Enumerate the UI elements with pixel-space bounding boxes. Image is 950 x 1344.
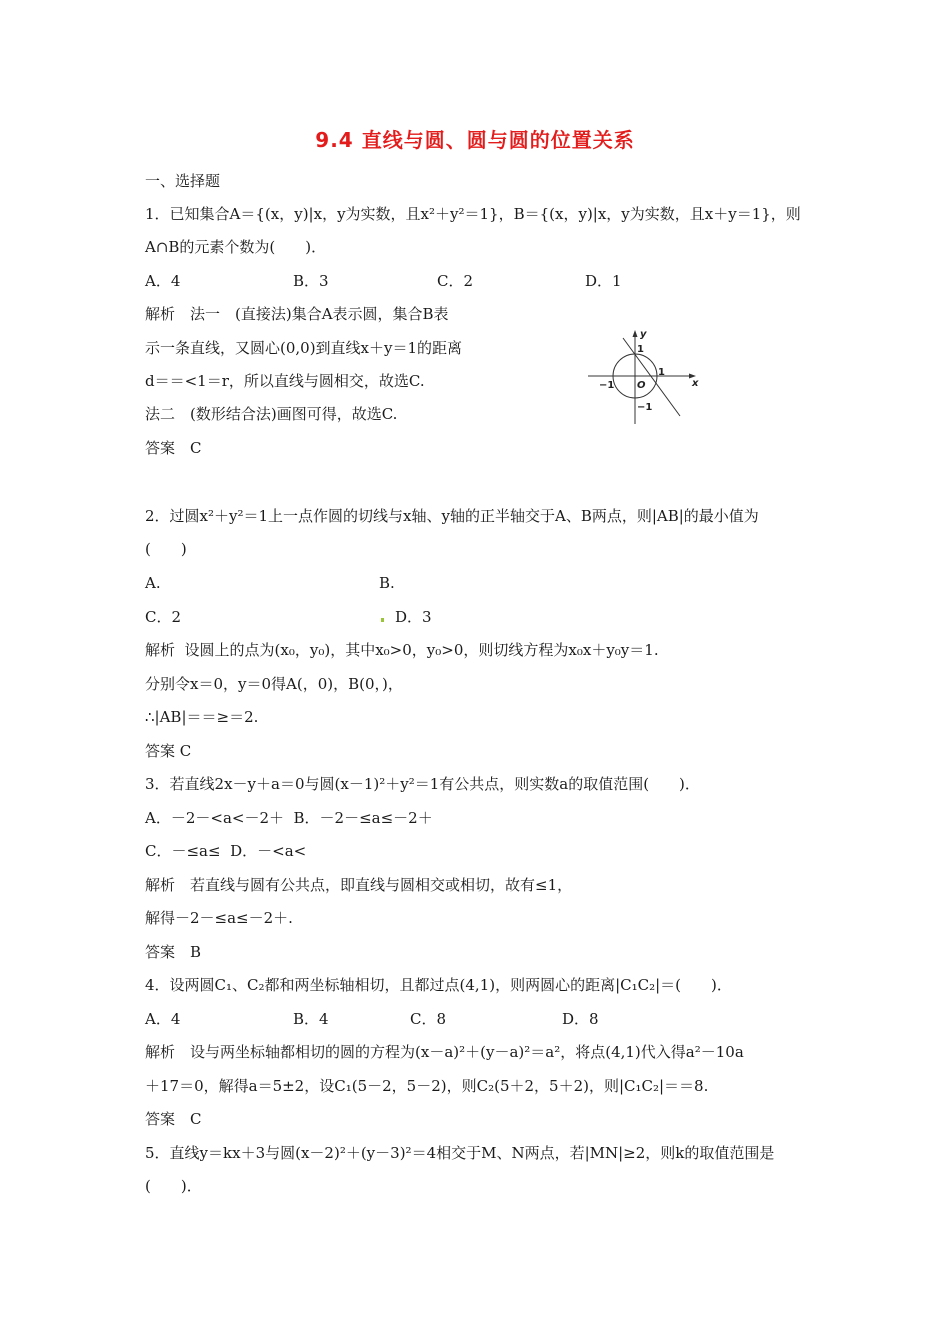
q4-option-b: B．4 [293,1010,329,1028]
origin-label: O [637,380,646,391]
q1-stem-line1: 1．已知集合A＝{(x，y)|x，y为实数，且x²＋y²＝1}，B＝{(x，y)|x，y为实数，且x＋y＝1}，则 [145,205,801,223]
q3-options-ab: A．－2－<a<－2＋ B．－2－≤a≤－2＋ [145,809,433,827]
q2-answer: 答案 C [145,742,192,760]
page-title: 9.4 直线与圆、圆与圆的位置关系 [315,128,635,152]
q4-stem: 4．设两圆C₁、C₂都和两坐标轴相切，且都过点(4,1)，则两圆心的距离|C₁C₂|＝( )． [145,976,732,994]
q3-solution-line1: 解析 若直线与圆有公共点，即直线与圆相交或相切，故有≤1， [145,876,573,894]
q4-solution-line2: ＋17＝0，解得a＝5±2，设C₁(5－2，5－2)，则C₂(5＋2，5＋2)，则|C₁C₂|＝＝8. [145,1077,709,1095]
q2-solution-line1: 解析 设圆上的点为(x₀，y₀)，其中x₀>0，y₀>0，则切线方程为x₀x＋y₀y＝1. [145,641,659,659]
q1-solution-line1: 解析 法一 (直接法)集合A表示圆，集合B表 [145,305,449,323]
q1-option-b: B．3 [293,272,329,290]
coordinate-plot [588,326,714,426]
q4-option-d: D．8 [562,1010,599,1028]
q1-option-d: D．1 [585,272,622,290]
section-heading: 一、选择题 [145,172,221,190]
tick-label-x-1: 1 [658,367,665,378]
q1-solution-line3: d＝＝<1＝r，所以直线与圆相交，故选C. [145,372,425,390]
y-axis-arrow-icon [633,330,638,337]
tick-label-y-1: 1 [637,344,644,355]
q4-option-a: A．4 [145,1010,181,1028]
q1-solution-line4: 法二 (数形结合法)画图可得，故选C. [145,405,398,423]
q3-options-cd: C．－≤a≤ D．－<a< [145,842,307,860]
circle-line-figure [588,326,714,426]
q4-solution-line1: 解析 设与两坐标轴都相切的圆的方程为(x－a)²＋(y－a)²＝a²，将点(4,1)代入得a²－10a [145,1043,744,1061]
q1-stem-line2: A∩B的元素个数为( )． [145,238,327,256]
q2-stem-line1: 2．过圆x²＋y²＝1上一点作圆的切线与x轴、y轴的正半轴交于A、B两点，则|AB|的最小值为 [145,507,759,525]
stray-mark [381,618,384,622]
x-axis-label: x [692,378,699,389]
q5-stem-line1: 5．直线y＝kx＋3与圆(x－2)²＋(y－3)²＝4相交于M、N两点，若|MN|≥2，则k的取值范围是 [145,1144,775,1162]
q2-solution-line2: 分别令x＝0，y＝0得A(，0)，B(0，)， [145,675,403,693]
q4-answer: 答案 C [145,1110,202,1128]
q1-solution-line2: 示一条直线，又圆心(0,0)到直线x＋y＝1的距离 [145,339,463,357]
q2-option-b: B. [379,574,395,592]
q2-stem-line2: ( ) [145,540,187,558]
q4-option-c: C．8 [410,1010,447,1028]
y-axis-label: y [640,329,647,340]
q3-answer: 答案 B [145,943,202,961]
q3-stem: 3．若直线2x－y＋a＝0与圆(x－1)²＋y²＝1有公共点，则实数a的取值范围( )． [145,775,700,793]
q2-option-d: D．3 [395,608,432,626]
tick-label-y-neg1: −1 [637,402,653,413]
q1-option-c: C．2 [437,272,474,290]
q1-answer: 答案 C [145,439,202,457]
tick-label-x-neg1: −1 [599,380,615,391]
q3-solution-line2: 解得－2－≤a≤－2＋. [145,909,293,927]
q2-option-a: A. [145,574,161,592]
q2-solution-line3: ∴|AB|＝＝≥＝2. [145,708,259,726]
q2-option-c: C．2 [145,608,182,626]
q1-option-a: A．4 [145,272,181,290]
q5-stem-line2: ( )． [145,1177,202,1195]
